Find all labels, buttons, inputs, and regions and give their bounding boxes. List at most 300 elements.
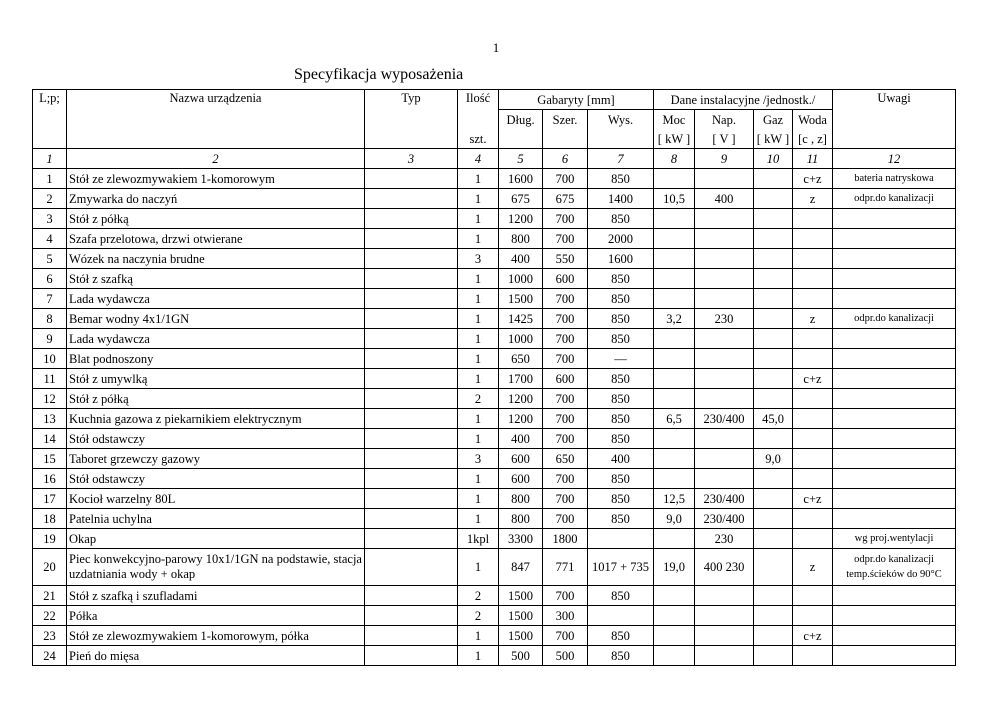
cell-nap xyxy=(695,586,754,606)
cell-name: Piec konwekcyjno-parowy 10x1/1GN na podstawie, stacja uzdatniania wody + okap xyxy=(67,549,365,586)
cell-dlug: 800 xyxy=(499,229,543,249)
cell-wys: 850 xyxy=(588,369,654,389)
cell-typ xyxy=(365,646,458,666)
header-ilosc: Ilość xyxy=(458,90,499,110)
cell-name: Stół z szafką i szufladami xyxy=(67,586,365,606)
table-row xyxy=(33,606,956,626)
cell-gaz xyxy=(754,429,793,449)
cell-dlug: 1425 xyxy=(499,309,543,329)
cell-dlug: 1200 xyxy=(499,389,543,409)
cell-name: Patelnia uchylna xyxy=(67,509,365,529)
cell-woda xyxy=(793,429,833,449)
cell-szer: 700 xyxy=(543,329,588,349)
cell-woda: z xyxy=(793,309,833,329)
cell-dlug: 400 xyxy=(499,249,543,269)
cell-gaz: 45,0 xyxy=(754,409,793,429)
cell-gaz xyxy=(754,529,793,549)
header-ilosc-blank xyxy=(458,110,499,130)
cell-nap xyxy=(695,349,754,369)
cell-dlug: 800 xyxy=(499,509,543,529)
cell-uwagi: odpr.do kanalizacji temp.ścieków do 90°C xyxy=(833,549,956,586)
cell-szer: 675 xyxy=(543,189,588,209)
cell-wys: 2000 xyxy=(588,229,654,249)
header-szer: Szer. xyxy=(543,110,588,130)
cell-gaz xyxy=(754,189,793,209)
table-row xyxy=(33,249,956,269)
cell-lp: 18 xyxy=(33,509,67,529)
cell-lp: 22 xyxy=(33,606,67,626)
cell-gaz xyxy=(754,469,793,489)
table-row xyxy=(33,269,956,289)
cell-lp: 8 xyxy=(33,309,67,329)
cell-woda xyxy=(793,586,833,606)
cell-woda xyxy=(793,389,833,409)
table-row xyxy=(33,549,956,586)
cell-lp: 15 xyxy=(33,449,67,469)
cell-moc xyxy=(654,269,695,289)
cell-name: Stół z półką xyxy=(67,389,365,409)
cell-gaz xyxy=(754,626,793,646)
col-number: 4 xyxy=(458,149,499,169)
table-row xyxy=(33,349,956,369)
cell-typ xyxy=(365,489,458,509)
cell-szer: 700 xyxy=(543,349,588,369)
cell-moc xyxy=(654,349,695,369)
cell-wys: 850 xyxy=(588,429,654,449)
cell-uwagi xyxy=(833,429,956,449)
header-moc-unit: [ kW ] xyxy=(654,129,695,149)
cell-ilosc: 1 xyxy=(458,409,499,429)
cell-moc xyxy=(654,626,695,646)
cell-moc xyxy=(654,529,695,549)
cell-ilosc: 1kpl xyxy=(458,529,499,549)
cell-uwagi xyxy=(833,509,956,529)
cell-woda xyxy=(793,606,833,626)
cell-moc xyxy=(654,606,695,626)
cell-ilosc: 1 xyxy=(458,646,499,666)
cell-szer: 700 xyxy=(543,389,588,409)
cell-dlug: 675 xyxy=(499,189,543,209)
cell-uwagi xyxy=(833,389,956,409)
col-number: 7 xyxy=(588,149,654,169)
cell-uwagi xyxy=(833,329,956,349)
cell-wys: 1600 xyxy=(588,249,654,269)
cell-typ xyxy=(365,169,458,189)
cell-wys xyxy=(588,606,654,626)
header-gaz-unit: [ kW ] xyxy=(754,129,793,149)
cell-ilosc: 1 xyxy=(458,489,499,509)
cell-name: Stół z półką xyxy=(67,209,365,229)
cell-ilosc: 2 xyxy=(458,606,499,626)
table-row xyxy=(33,509,956,529)
table-row xyxy=(33,626,956,646)
cell-szer: 700 xyxy=(543,409,588,429)
table-row xyxy=(33,229,956,249)
cell-typ xyxy=(365,469,458,489)
cell-name: Blat podnoszony xyxy=(67,349,365,369)
cell-name: Pień do mięsa xyxy=(67,646,365,666)
cell-gaz xyxy=(754,509,793,529)
cell-szer: 700 xyxy=(543,509,588,529)
table-row xyxy=(33,389,956,409)
cell-lp: 13 xyxy=(33,409,67,429)
cell-szer: 771 xyxy=(543,549,588,586)
cell-moc xyxy=(654,289,695,309)
table-row xyxy=(33,489,956,509)
cell-ilosc: 1 xyxy=(458,369,499,389)
cell-ilosc: 1 xyxy=(458,289,499,309)
cell-szer: 700 xyxy=(543,469,588,489)
page-title: Specyfikacja wyposażenia xyxy=(294,66,464,83)
cell-woda xyxy=(793,329,833,349)
cell-dlug: 1600 xyxy=(499,169,543,189)
header-gabaryty: Gabaryty [mm] xyxy=(499,90,654,110)
cell-woda xyxy=(793,449,833,469)
table-row xyxy=(33,586,956,606)
cell-lp: 20 xyxy=(33,549,67,586)
cell-woda: z xyxy=(793,549,833,586)
cell-ilosc: 2 xyxy=(458,389,499,409)
cell-wys: 850 xyxy=(588,509,654,529)
cell-typ xyxy=(365,329,458,349)
cell-moc: 12,5 xyxy=(654,489,695,509)
cell-lp: 4 xyxy=(33,229,67,249)
cell-wys: 850 xyxy=(588,409,654,429)
cell-szer: 700 xyxy=(543,626,588,646)
cell-moc: 19,0 xyxy=(654,549,695,586)
cell-uwagi xyxy=(833,586,956,606)
cell-nap: 400 xyxy=(695,189,754,209)
cell-typ xyxy=(365,509,458,529)
cell-lp: 16 xyxy=(33,469,67,489)
cell-name: Stół ze zlewozmywakiem 1-komorowym, półka xyxy=(67,626,365,646)
cell-dlug: 650 xyxy=(499,349,543,369)
cell-typ xyxy=(365,606,458,626)
cell-woda xyxy=(793,509,833,529)
cell-lp: 9 xyxy=(33,329,67,349)
cell-lp: 2 xyxy=(33,189,67,209)
cell-moc xyxy=(654,646,695,666)
cell-nap xyxy=(695,646,754,666)
cell-wys: 850 xyxy=(588,586,654,606)
cell-gaz xyxy=(754,249,793,269)
cell-lp: 17 xyxy=(33,489,67,509)
cell-moc xyxy=(654,209,695,229)
cell-woda xyxy=(793,229,833,249)
table-row xyxy=(33,429,956,449)
equipment-table xyxy=(32,89,956,666)
cell-gaz xyxy=(754,349,793,369)
cell-name: Półka xyxy=(67,606,365,626)
col-number: 5 xyxy=(499,149,543,169)
cell-lp: 12 xyxy=(33,389,67,409)
cell-dlug: 1500 xyxy=(499,606,543,626)
table-row xyxy=(33,209,956,229)
cell-ilosc: 1 xyxy=(458,509,499,529)
cell-lp: 3 xyxy=(33,209,67,229)
cell-wys xyxy=(588,529,654,549)
table-row xyxy=(33,189,956,209)
cell-typ xyxy=(365,429,458,449)
table-row xyxy=(33,529,956,549)
cell-nap: 230 xyxy=(695,309,754,329)
cell-lp: 11 xyxy=(33,369,67,389)
cell-wys: 850 xyxy=(588,309,654,329)
col-number: 10 xyxy=(754,149,793,169)
cell-uwagi xyxy=(833,269,956,289)
cell-dlug: 600 xyxy=(499,449,543,469)
cell-nap xyxy=(695,329,754,349)
header-wys-unit xyxy=(588,129,654,149)
cell-wys: 850 xyxy=(588,329,654,349)
cell-uwagi xyxy=(833,369,956,389)
cell-uwagi xyxy=(833,449,956,469)
cell-uwagi xyxy=(833,469,956,489)
cell-woda xyxy=(793,249,833,269)
cell-lp: 7 xyxy=(33,289,67,309)
cell-lp: 5 xyxy=(33,249,67,269)
cell-woda xyxy=(793,289,833,309)
table-row xyxy=(33,646,956,666)
cell-nap xyxy=(695,289,754,309)
header-dane: Dane instalacyjne /jednostk./ xyxy=(654,90,833,110)
cell-woda xyxy=(793,409,833,429)
cell-lp: 1 xyxy=(33,169,67,189)
cell-dlug: 1700 xyxy=(499,369,543,389)
cell-typ xyxy=(365,269,458,289)
cell-gaz xyxy=(754,369,793,389)
col-number: 11 xyxy=(793,149,833,169)
cell-uwagi xyxy=(833,409,956,429)
cell-name: Taboret grzewczy gazowy xyxy=(67,449,365,469)
cell-typ xyxy=(365,289,458,309)
cell-nap xyxy=(695,469,754,489)
cell-wys: 850 xyxy=(588,289,654,309)
cell-ilosc: 3 xyxy=(458,449,499,469)
header-lp: L;p; xyxy=(33,90,67,149)
cell-szer: 700 xyxy=(543,489,588,509)
cell-wys: 850 xyxy=(588,389,654,409)
col-number: 1 xyxy=(33,149,67,169)
cell-szer: 700 xyxy=(543,289,588,309)
cell-wys: 1017 + 735 xyxy=(588,549,654,586)
cell-name: Stół z umywlką xyxy=(67,369,365,389)
cell-typ xyxy=(365,529,458,549)
cell-nap xyxy=(695,449,754,469)
cell-dlug: 1000 xyxy=(499,269,543,289)
cell-name: Lada wydawcza xyxy=(67,329,365,349)
cell-nap xyxy=(695,229,754,249)
col-number: 9 xyxy=(695,149,754,169)
cell-nap xyxy=(695,249,754,269)
col-number: 2 xyxy=(67,149,365,169)
cell-uwagi xyxy=(833,489,956,509)
cell-woda: c+z xyxy=(793,169,833,189)
cell-gaz xyxy=(754,169,793,189)
cell-ilosc: 1 xyxy=(458,209,499,229)
cell-woda xyxy=(793,209,833,229)
cell-nap xyxy=(695,606,754,626)
cell-dlug: 3300 xyxy=(499,529,543,549)
cell-typ xyxy=(365,349,458,369)
header-wys: Wys. xyxy=(588,110,654,130)
cell-typ xyxy=(365,229,458,249)
cell-moc xyxy=(654,586,695,606)
cell-dlug: 500 xyxy=(499,646,543,666)
cell-szer: 300 xyxy=(543,606,588,626)
page-number: 1 xyxy=(492,40,500,55)
header-szer-unit xyxy=(543,129,588,149)
cell-ilosc: 1 xyxy=(458,349,499,369)
cell-nap xyxy=(695,389,754,409)
cell-ilosc: 1 xyxy=(458,329,499,349)
cell-wys: 850 xyxy=(588,209,654,229)
cell-uwagi xyxy=(833,229,956,249)
cell-typ xyxy=(365,249,458,269)
cell-woda: c+z xyxy=(793,489,833,509)
cell-szer: 600 xyxy=(543,369,588,389)
cell-moc xyxy=(654,429,695,449)
cell-typ xyxy=(365,549,458,586)
header-dlug-unit xyxy=(499,129,543,149)
cell-gaz xyxy=(754,389,793,409)
cell-nap: 230/400 xyxy=(695,489,754,509)
cell-nap xyxy=(695,269,754,289)
cell-gaz xyxy=(754,269,793,289)
cell-nap xyxy=(695,626,754,646)
cell-szer: 700 xyxy=(543,169,588,189)
cell-uwagi: odpr.do kanalizacji xyxy=(833,189,956,209)
cell-woda xyxy=(793,529,833,549)
cell-typ xyxy=(365,189,458,209)
cell-gaz xyxy=(754,329,793,349)
cell-typ xyxy=(365,369,458,389)
cell-gaz: 9,0 xyxy=(754,449,793,469)
cell-moc xyxy=(654,449,695,469)
cell-name: Wózek na naczynia brudne xyxy=(67,249,365,269)
cell-name: Lada wydawcza xyxy=(67,289,365,309)
cell-wys: 1400 xyxy=(588,189,654,209)
cell-name: Kuchnia gazowa z piekarnikiem elektrycznym xyxy=(67,409,365,429)
cell-typ xyxy=(365,389,458,409)
cell-gaz xyxy=(754,289,793,309)
cell-woda: c+z xyxy=(793,369,833,389)
cell-typ xyxy=(365,209,458,229)
cell-nap: 400 230 xyxy=(695,549,754,586)
header-gaz: Gaz xyxy=(754,110,793,130)
header-moc: Moc xyxy=(654,110,695,130)
cell-lp: 24 xyxy=(33,646,67,666)
header-ilosc-unit: szt. xyxy=(458,129,499,149)
cell-szer: 700 xyxy=(543,429,588,449)
cell-uwagi xyxy=(833,606,956,626)
cell-moc: 10,5 xyxy=(654,189,695,209)
cell-name: Zmywarka do naczyń xyxy=(67,189,365,209)
cell-dlug: 847 xyxy=(499,549,543,586)
cell-szer: 700 xyxy=(543,209,588,229)
cell-gaz xyxy=(754,586,793,606)
header-woda: Woda xyxy=(793,110,833,130)
cell-ilosc: 2 xyxy=(458,586,499,606)
cell-gaz xyxy=(754,309,793,329)
cell-dlug: 1500 xyxy=(499,586,543,606)
cell-nap: 230/400 xyxy=(695,409,754,429)
header-woda-unit: [c , z] xyxy=(793,129,833,149)
cell-woda: c+z xyxy=(793,626,833,646)
cell-nap: 230/400 xyxy=(695,509,754,529)
header-typ: Typ xyxy=(365,90,458,149)
cell-ilosc: 1 xyxy=(458,169,499,189)
cell-uwagi xyxy=(833,209,956,229)
cell-moc xyxy=(654,329,695,349)
cell-ilosc: 1 xyxy=(458,429,499,449)
cell-ilosc: 1 xyxy=(458,229,499,249)
cell-lp: 19 xyxy=(33,529,67,549)
cell-typ xyxy=(365,449,458,469)
cell-dlug: 1000 xyxy=(499,329,543,349)
col-number: 6 xyxy=(543,149,588,169)
cell-name: Stół odstawczy xyxy=(67,429,365,449)
cell-szer: 700 xyxy=(543,586,588,606)
cell-uwagi xyxy=(833,646,956,666)
cell-typ xyxy=(365,309,458,329)
cell-moc xyxy=(654,469,695,489)
cell-typ xyxy=(365,409,458,429)
cell-dlug: 1200 xyxy=(499,409,543,429)
cell-moc: 9,0 xyxy=(654,509,695,529)
cell-lp: 23 xyxy=(33,626,67,646)
cell-gaz xyxy=(754,646,793,666)
cell-woda xyxy=(793,646,833,666)
cell-uwagi: odpr.do kanalizacji xyxy=(833,309,956,329)
cell-uwagi xyxy=(833,249,956,269)
cell-ilosc: 1 xyxy=(458,549,499,586)
cell-dlug: 1200 xyxy=(499,209,543,229)
cell-woda: z xyxy=(793,189,833,209)
cell-nap xyxy=(695,169,754,189)
cell-szer: 1800 xyxy=(543,529,588,549)
cell-wys: 850 xyxy=(588,489,654,509)
cell-gaz xyxy=(754,606,793,626)
cell-gaz xyxy=(754,489,793,509)
cell-name: Okap xyxy=(67,529,365,549)
cell-uwagi: bateria natryskowa xyxy=(833,169,956,189)
cell-moc xyxy=(654,229,695,249)
cell-ilosc: 1 xyxy=(458,189,499,209)
cell-lp: 6 xyxy=(33,269,67,289)
col-number: 3 xyxy=(365,149,458,169)
cell-woda xyxy=(793,349,833,369)
cell-gaz xyxy=(754,209,793,229)
cell-nap xyxy=(695,429,754,449)
cell-uwagi xyxy=(833,289,956,309)
cell-ilosc: 1 xyxy=(458,469,499,489)
cell-moc xyxy=(654,169,695,189)
cell-wys: 400 xyxy=(588,449,654,469)
cell-name: Kocioł warzelny 80L xyxy=(67,489,365,509)
cell-wys: 850 xyxy=(588,169,654,189)
cell-gaz xyxy=(754,549,793,586)
cell-name: Stół ze zlewozmywakiem 1-komorowym xyxy=(67,169,365,189)
cell-moc xyxy=(654,249,695,269)
cell-szer: 500 xyxy=(543,646,588,666)
table-row xyxy=(33,409,956,429)
cell-name: Bemar wodny 4x1/1GN xyxy=(67,309,365,329)
cell-moc xyxy=(654,369,695,389)
cell-ilosc: 1 xyxy=(458,269,499,289)
cell-typ xyxy=(365,626,458,646)
cell-typ xyxy=(365,586,458,606)
